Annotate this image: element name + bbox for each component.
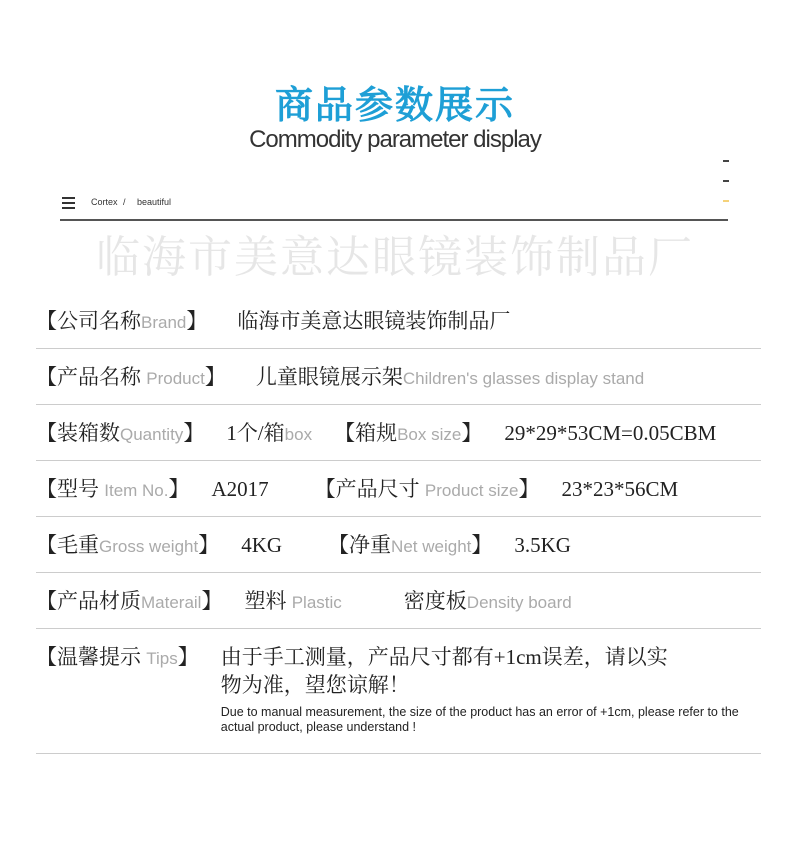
gross-weight-label: 【毛重Gross weight】 — [36, 533, 220, 557]
product-size-label: 【产品尺寸 Product size】 — [314, 477, 540, 501]
tips-label: 【温馨提示 Tips】 — [36, 645, 199, 669]
watermark: 临海市美意达眼镜装饰制品厂 — [96, 232, 694, 283]
spec-table — [36, 293, 761, 754]
quantity-label: 【装箱数Quantity】 — [36, 421, 205, 445]
tips-note: Due to manual measurement, the size of the product has an error of +1cm, please refer to the actual product, please understand ! — [220, 705, 739, 734]
tips-line-1: 由于手工测量，产品尺寸都有+1cm误差，请以实 — [220, 645, 668, 669]
breadcrumb-divider: / — [123, 197, 126, 207]
row-product — [36, 349, 761, 405]
item-value: A2017 — [211, 477, 269, 501]
box-size-label: 【箱规Box size】 — [334, 421, 483, 445]
nav-divider — [60, 219, 728, 221]
brand-value: 临海市美意达眼镜装饰制品厂 — [237, 309, 511, 333]
indicator-dot-active[interactable] — [723, 200, 729, 202]
net-weight-label: 【净重Net weight】 — [328, 533, 493, 557]
product-label: 【产品名称 Product】 — [36, 365, 226, 389]
quantity-value: 1个/箱box — [226, 421, 313, 445]
gross-weight-value: 4KG — [241, 533, 283, 557]
net-weight-value: 3.5KG — [514, 533, 571, 557]
row-brand — [36, 293, 761, 349]
tips-line-2: 物为准，望您谅解！ — [220, 673, 410, 697]
brand-label: 【公司名称Brand】 — [36, 309, 208, 333]
page-title: 商品参数展示 — [274, 83, 515, 127]
row-tips — [36, 629, 761, 754]
menu-icon[interactable] — [62, 197, 75, 212]
material-value-2: 密度板Density board — [403, 589, 572, 613]
box-size-value: 29*29*53CM=0.05CBM — [504, 421, 717, 445]
product-size-value: 23*23*56CM — [561, 477, 679, 501]
item-label: 【型号 Item No.】 — [36, 477, 190, 501]
row-item — [36, 461, 761, 517]
material-label: 【产品材质Materail】 — [36, 589, 223, 613]
tips-content — [221, 643, 741, 743]
breadcrumb-beautiful[interactable]: beautiful — [137, 197, 172, 207]
indicator-dot[interactable] — [723, 160, 729, 162]
indicator-dot[interactable] — [723, 180, 729, 182]
material-value: 塑料 Plastic — [244, 589, 342, 613]
row-material — [36, 573, 761, 629]
product-value: 儿童眼镜展示架Children's glasses display stand — [255, 365, 645, 389]
breadcrumb-cortex[interactable]: Cortex — [91, 197, 118, 207]
row-weight — [36, 517, 761, 573]
page-subtitle: Commodity parameter display — [249, 126, 541, 153]
row-quantity — [36, 405, 761, 461]
